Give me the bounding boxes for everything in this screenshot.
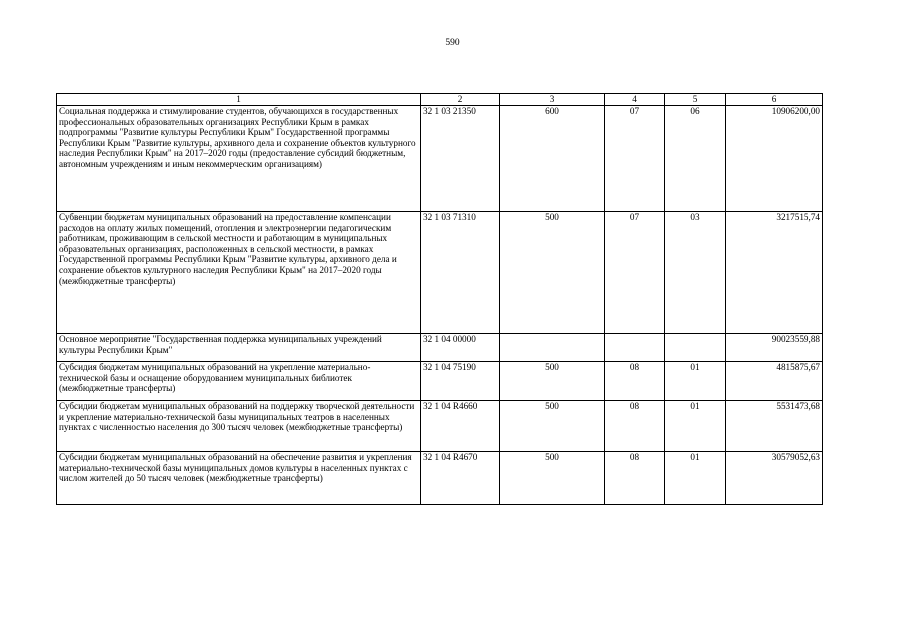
row-type: 500	[500, 401, 605, 452]
row-type: 500	[500, 362, 605, 401]
row-section: 07	[605, 212, 665, 334]
page-number: 590	[445, 38, 460, 48]
column-header-3: 3	[500, 94, 605, 106]
column-header-1: 1	[57, 94, 421, 106]
row-amount: 3217515,74	[726, 212, 823, 334]
row-type	[500, 334, 605, 362]
row-name: Субсидии бюджетам муниципальных образований на обеспечение развития и укрепления материально-технической базы муниципальных домов культуры в населенных пунктах с числом жителей до 50 тысяч человек (межбюджетные трансферты)	[59, 452, 412, 484]
row-name-cell	[57, 362, 421, 401]
row-name-cell	[57, 106, 421, 212]
row-code: 32 1 04 R4670	[421, 452, 500, 505]
row-subsection	[665, 334, 726, 362]
row-subsection: 01	[665, 452, 726, 505]
row-code: 32 1 03 21350	[421, 106, 500, 212]
table-row	[57, 401, 823, 452]
row-name-cell	[57, 452, 421, 505]
row-section: 08	[605, 452, 665, 505]
table-row	[57, 212, 823, 334]
table-row	[57, 452, 823, 505]
row-subsection: 01	[665, 362, 726, 401]
row-amount: 90023559,88	[726, 334, 823, 362]
row-section: 08	[605, 362, 665, 401]
row-section	[605, 334, 665, 362]
row-type: 600	[500, 106, 605, 212]
table-header-row	[57, 94, 823, 106]
column-header-6: 6	[726, 94, 823, 106]
row-amount: 10906200,00	[726, 106, 823, 212]
row-section: 07	[605, 106, 665, 212]
row-code: 32 1 04 R4660	[421, 401, 500, 452]
table-row	[57, 334, 823, 362]
row-amount: 5531473,68	[726, 401, 823, 452]
column-header-5: 5	[665, 94, 726, 106]
row-code: 32 1 04 75190	[421, 362, 500, 401]
row-name: Основное мероприятие "Государственная поддержка муниципальных учреждений культуры Республики Крым"	[59, 334, 382, 355]
row-code: 32 1 03 71310	[421, 212, 500, 334]
row-subsection: 03	[665, 212, 726, 334]
row-type: 500	[500, 452, 605, 505]
row-amount: 4815875,67	[726, 362, 823, 401]
row-subsection: 01	[665, 401, 726, 452]
row-name-cell	[57, 401, 421, 452]
row-name: Субсидии бюджетам муниципальных образований на поддержку творческой деятельности и укрепление материально-технической базы муниципальных театров в населенных пунктах с численностью населения до 300 тысяч человек (межбюджетные трансферты)	[59, 401, 415, 433]
row-name: Субсидия бюджетам муниципальных образований на укрепление материально-технической базы и оснащение оборудованием муниципальных библиотек (межбюджетные трансферты)	[59, 362, 371, 394]
row-name: Субвенции бюджетам муниципальных образований на предоставление компенсации расходов на оплату жилых помещений, отопления и электроэнергии педагогическим работникам, проживающим в сельской местности и работающим в муниципальных образовательных организациях, расположенных в сельской местности, в рамках Государственной программы Республики Крым "Развитие культуры, архивного дела и сохранение объектов культурного наследия Республики Крым" на 2017–2020 годы (межбюджетные трансферты)	[59, 212, 397, 286]
table-row	[57, 362, 823, 401]
row-name: Социальная поддержка и стимулирование студентов, обучающихся в государственных профессиональных образовательных организациях Республики Крым в рамках подпрограммы "Развитие культуры Республики Крым" Государственной программы Республики Крым "Развитие культуры, архивного дела и сохранение объектов культурного наследия Республики Крым" на 2017–2020 годы (предоставление субсидий бюджетным, автономным учреждениям и иным некоммерческим организациям)	[59, 106, 416, 169]
column-header-4: 4	[605, 94, 665, 106]
row-name-cell	[57, 212, 421, 334]
row-type: 500	[500, 212, 605, 334]
budget-table	[56, 93, 823, 505]
row-subsection: 06	[665, 106, 726, 212]
row-name-cell	[57, 334, 421, 362]
table-row	[57, 106, 823, 212]
column-header-2: 2	[421, 94, 500, 106]
row-section: 08	[605, 401, 665, 452]
row-amount: 30579052,63	[726, 452, 823, 505]
row-code: 32 1 04 00000	[421, 334, 500, 362]
